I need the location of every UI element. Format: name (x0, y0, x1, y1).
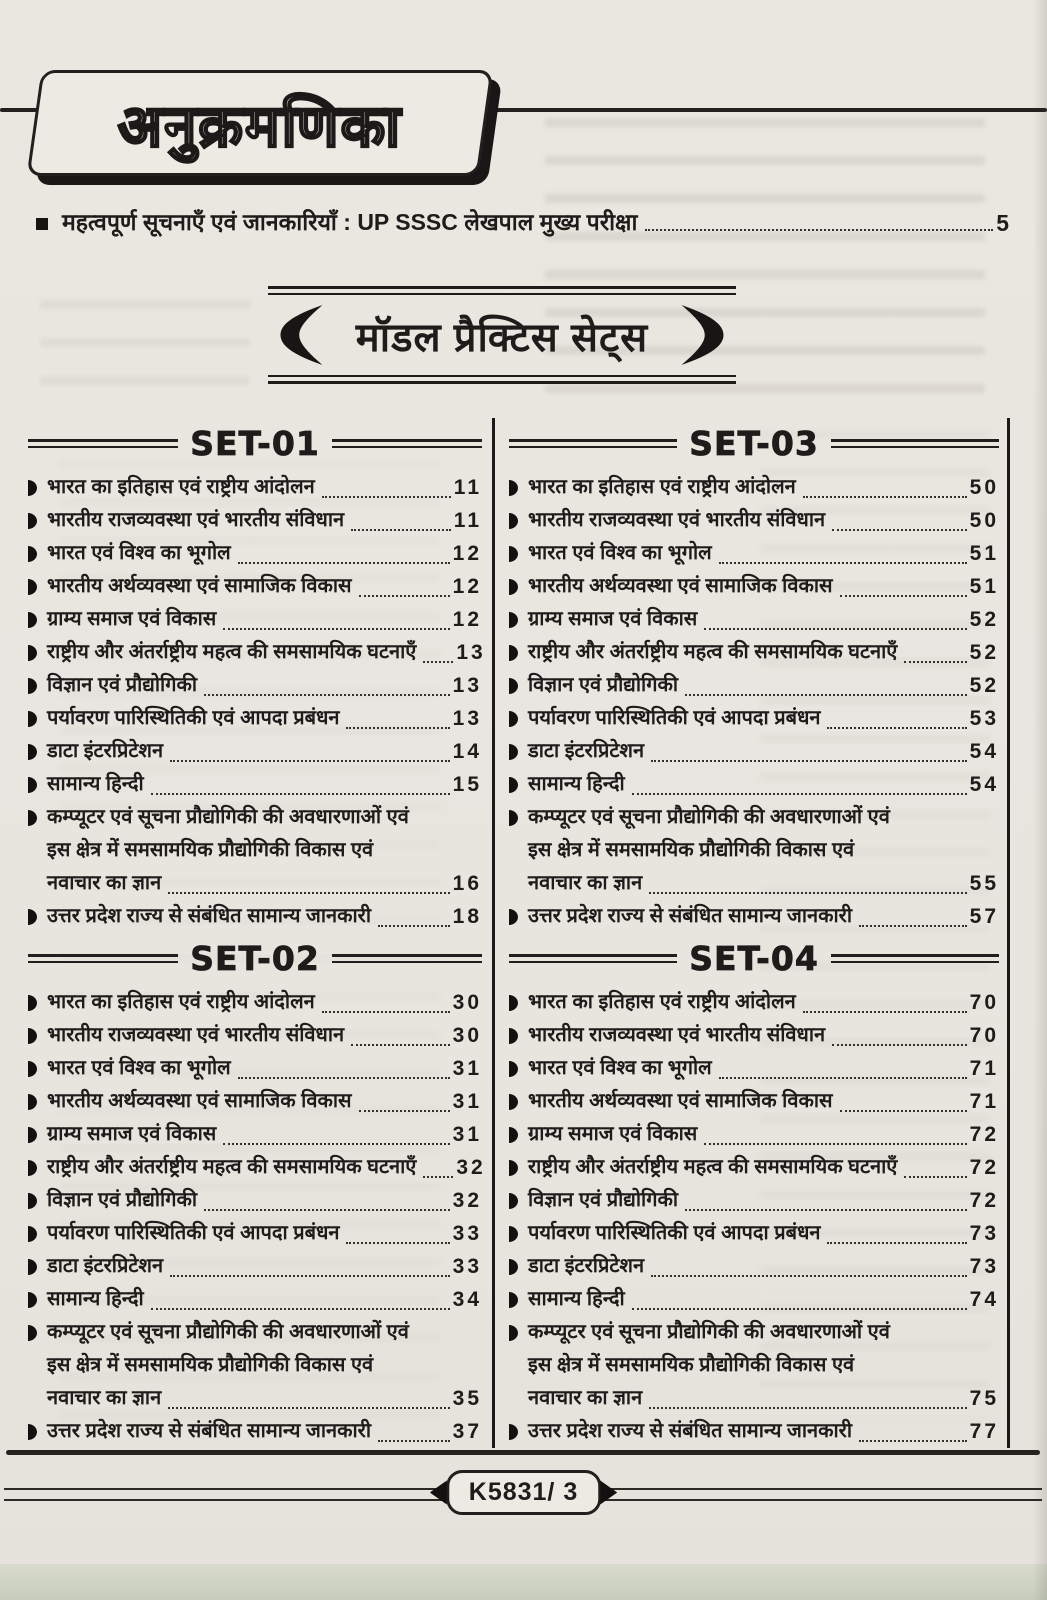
toc-item (509, 570, 999, 603)
toc-item-label: राष्ट्रीय और अंतर्राष्ट्रीय महत्व की समसामयिक घटनाएँ (47, 641, 417, 663)
left-crescent-icon (276, 303, 324, 367)
toc-item (509, 471, 999, 504)
toc-item (509, 1085, 999, 1118)
heading-flank-line (831, 439, 999, 448)
page-number: 30 (452, 1024, 482, 1047)
half-circle-bullet-icon (28, 1325, 37, 1341)
half-circle-bullet-icon (509, 1325, 518, 1341)
page-number: 74 (969, 1288, 999, 1311)
page-title: अनुक्रमणिका (117, 93, 403, 159)
page-number: 35 (452, 1387, 482, 1410)
toc-item-label: भारतीय अर्थव्यवस्था एवं सामाजिक विकास (528, 575, 833, 597)
toc-item-label: इस क्षेत्र में समसामयिक प्रौद्योगिकी विकास एवं (47, 839, 374, 861)
half-circle-bullet-icon (28, 1193, 37, 1209)
dot-leader (151, 1308, 450, 1310)
half-circle-bullet-icon (509, 711, 518, 727)
toc-item-label: भारतीय अर्थव्यवस्था एवं सामाजिक विकास (47, 575, 352, 597)
toc-item-label: डाटा इंटरप्रिटेशन (47, 1255, 164, 1277)
page-number: 31 (452, 1123, 482, 1146)
set-title: SET-01 (190, 424, 320, 463)
toc-item (28, 1019, 482, 1052)
toc-item-label: भारतीय अर्थव्यवस्था एवं सामाजिक विकास (528, 1090, 833, 1112)
page-number: 50 (969, 509, 999, 532)
page-number: 55 (969, 872, 999, 895)
toc-item (509, 801, 999, 834)
page-number: 31 (452, 1057, 482, 1080)
page-number: 34 (452, 1288, 482, 1311)
scan-right-edge-shadow (1033, 0, 1047, 1600)
page-number: 53 (969, 707, 999, 730)
toc-item-label: भारतीय राजव्यवस्था एवं भारतीय संविधान (528, 1024, 826, 1046)
dot-leader (827, 727, 966, 729)
dot-leader (649, 892, 966, 894)
toc-item-label: विज्ञान एवं प्रौद्योगिकी (528, 1189, 679, 1211)
toc-item (28, 1415, 482, 1448)
right-pointer-icon (600, 1480, 617, 1506)
page-number: 70 (969, 1024, 999, 1047)
toc-item (28, 1349, 482, 1382)
bleed-through-smudge (40, 300, 250, 400)
dot-leader (322, 496, 451, 498)
page-number: 52 (969, 608, 999, 631)
page-number: 54 (969, 740, 999, 763)
half-circle-bullet-icon (28, 513, 37, 529)
page-number: 52 (969, 674, 999, 697)
page-number: 14 (452, 740, 482, 763)
page-number: 31 (452, 1090, 482, 1113)
dot-leader (168, 1407, 449, 1409)
toc-item-label: भारतीय राजव्यवस्था एवं भारतीय संविधान (47, 1024, 345, 1046)
dot-leader (322, 1011, 450, 1013)
toc-item-label: भारत का इतिहास एवं राष्ट्रीय आंदोलन (528, 476, 796, 498)
page-number: 12 (452, 575, 482, 598)
page-number: 30 (452, 991, 482, 1014)
page-number: 12 (452, 542, 482, 565)
toc-item (28, 900, 482, 933)
footer-rule-thick (6, 1450, 1040, 1455)
half-circle-bullet-icon (509, 546, 518, 562)
set-heading (509, 939, 999, 978)
toc-item (28, 1085, 482, 1118)
half-circle-bullet-icon (509, 995, 518, 1011)
toc-item-label: ग्राम्य समाज एवं विकास (47, 608, 217, 630)
toc-item (28, 636, 486, 669)
half-circle-bullet-icon (509, 645, 518, 661)
dot-leader (904, 1176, 966, 1178)
half-circle-bullet-icon (28, 1424, 37, 1440)
half-circle-bullet-icon (28, 1127, 37, 1143)
toc-item-label: भारत का इतिहास एवं राष्ट्रीय आंदोलन (47, 476, 315, 498)
page-number: 73 (969, 1255, 999, 1278)
set-section-1 (28, 418, 486, 933)
toc-item (509, 669, 999, 702)
toc-item-label: डाटा इंटरप्रिटेशन (528, 1255, 645, 1277)
toc-item (28, 471, 482, 504)
toc-item-label: राष्ट्रीय और अंतर्राष्ट्रीय महत्व की समसामयिक घटनाएँ (528, 641, 898, 663)
toc-item-label: कम्प्यूटर एवं सूचना प्रौद्योगिकी की अवधारणाओं एवं (528, 806, 890, 828)
page-banner (27, 70, 494, 176)
dot-leader (685, 1209, 967, 1211)
toc-item-label: नवाचार का ज्ञान (528, 872, 643, 894)
page-number: 70 (969, 991, 999, 1014)
dot-leader (168, 892, 449, 894)
set-title: SET-04 (689, 939, 819, 978)
dot-leader (719, 1077, 967, 1079)
dot-leader (423, 1176, 453, 1178)
toc-item (28, 834, 482, 867)
dot-leader (204, 694, 450, 696)
page-number: 72 (969, 1156, 999, 1179)
toc-item (28, 801, 482, 834)
dot-leader (685, 694, 967, 696)
half-circle-bullet-icon (28, 678, 37, 694)
half-circle-bullet-icon (509, 513, 518, 529)
page-number: 11 (453, 476, 482, 499)
toc-item-label: ग्राम्य समाज एवं विकास (528, 608, 698, 630)
half-circle-bullet-icon (28, 995, 37, 1011)
toc-item-label: उत्तर प्रदेश राज्य से संबंधित सामान्य जानकारी (528, 905, 852, 927)
dot-leader (719, 562, 967, 564)
toc-item (509, 702, 999, 735)
toc-item-label: नवाचार का ज्ञान (528, 1387, 643, 1409)
toc-item (28, 1184, 482, 1217)
page-number: 32 (456, 1156, 486, 1179)
toc-item-label: भारतीय अर्थव्यवस्था एवं सामाजिक विकास (47, 1090, 352, 1112)
left-pointer-icon (430, 1480, 447, 1506)
toc-item (509, 1217, 999, 1250)
page-number: 72 (969, 1189, 999, 1212)
toc-item-label: नवाचार का ज्ञान (47, 872, 162, 894)
toc-item (28, 1382, 482, 1415)
half-circle-bullet-icon (28, 579, 37, 595)
square-bullet-icon (36, 218, 48, 230)
half-circle-bullet-icon (28, 645, 37, 661)
page-number: 16 (452, 872, 482, 895)
set-section-3 (509, 418, 999, 933)
toc-item (509, 1052, 999, 1085)
page-number: 51 (969, 542, 999, 565)
toc-item (509, 537, 999, 570)
section-banner (268, 286, 736, 384)
half-circle-bullet-icon (509, 1094, 518, 1110)
dot-leader (704, 1143, 966, 1145)
half-circle-bullet-icon (28, 744, 37, 760)
page-number: 57 (969, 905, 999, 928)
page-number: 18 (452, 905, 482, 928)
dot-leader (632, 793, 967, 795)
set-title: SET-03 (689, 424, 819, 463)
toc-columns (28, 418, 1010, 1448)
page-number: 33 (452, 1255, 482, 1278)
dot-leader (832, 1044, 967, 1046)
toc-item (509, 1382, 999, 1415)
dot-leader (170, 1275, 450, 1277)
toc-item-label: भारत एवं विश्व का भूगोल (47, 1057, 231, 1079)
page-number: 11 (453, 509, 482, 532)
toc-item-label: भारत का इतिहास एवं राष्ट्रीय आंदोलन (47, 991, 315, 1013)
toc-item (509, 1283, 999, 1316)
toc-column-right (495, 418, 1010, 1448)
half-circle-bullet-icon (509, 777, 518, 793)
heading-flank-line (28, 954, 178, 963)
half-circle-bullet-icon (28, 1160, 37, 1176)
page-number: 37 (452, 1420, 482, 1443)
page-number: 54 (969, 773, 999, 796)
dot-leader (223, 1143, 449, 1145)
dot-leader (346, 727, 449, 729)
half-circle-bullet-icon (509, 1028, 518, 1044)
toc-item (509, 636, 999, 669)
toc-item (509, 1349, 999, 1382)
toc-item-label: राष्ट्रीय और अंतर्राष्ट्रीय महत्व की समसामयिक घटनाएँ (47, 1156, 417, 1178)
toc-item (28, 1052, 482, 1085)
dot-leader (649, 1407, 966, 1409)
dot-leader (840, 1110, 967, 1112)
dot-leader (351, 1044, 450, 1046)
set-heading (509, 424, 999, 463)
section-title: मॉडल प्रैक्टिस सेट्स (355, 315, 649, 360)
toc-item (509, 1019, 999, 1052)
page-number: 15 (452, 773, 482, 796)
half-circle-bullet-icon (28, 810, 37, 826)
half-circle-bullet-icon (509, 1292, 518, 1308)
half-circle-bullet-icon (28, 1061, 37, 1077)
toc-item-label: पर्यावरण पारिस्थितिकी एवं आपदा प्रबंधन (528, 707, 821, 729)
dot-leader (904, 661, 966, 663)
dot-leader (651, 1275, 967, 1277)
half-circle-bullet-icon (509, 612, 518, 628)
dot-leader (803, 1011, 967, 1013)
set-section-4 (509, 933, 999, 1448)
footer-code-capsule (446, 1470, 601, 1515)
dot-leader (238, 562, 450, 564)
page-number: 50 (969, 476, 999, 499)
half-circle-bullet-icon (509, 1226, 518, 1242)
dot-leader (840, 595, 967, 597)
heading-flank-line (28, 439, 178, 448)
toc-item (509, 1118, 999, 1151)
toc-item-label: पर्यावरण पारिस्थितिकी एवं आपदा प्रबंधन (47, 707, 340, 729)
page-number: 13 (452, 674, 482, 697)
toc-item (28, 768, 482, 801)
dot-leader (832, 529, 967, 531)
toc-item-label: उत्तर प्रदेश राज्य से संबंधित सामान्य जानकारी (47, 1420, 371, 1442)
dot-leader (351, 529, 451, 531)
toc-item-label: विज्ञान एवं प्रौद्योगिकी (47, 1189, 198, 1211)
page-number: 5 (996, 210, 1012, 236)
heading-flank-line (332, 439, 482, 448)
toc-item (28, 1316, 482, 1349)
page-number: 71 (969, 1090, 999, 1113)
toc-item (509, 986, 999, 1019)
section-banner-inner (268, 293, 736, 377)
heading-flank-line (509, 954, 677, 963)
half-circle-bullet-icon (509, 1160, 518, 1176)
toc-item (509, 504, 999, 537)
heading-flank-line (332, 954, 482, 963)
page-number: 75 (969, 1387, 999, 1410)
toc-item (28, 504, 482, 537)
page-number: 73 (969, 1222, 999, 1245)
half-circle-bullet-icon (28, 909, 37, 925)
toc-item-label: भारतीय राजव्यवस्था एवं भारतीय संविधान (528, 509, 826, 531)
half-circle-bullet-icon (509, 579, 518, 595)
toc-item (28, 603, 482, 636)
half-circle-bullet-icon (509, 1127, 518, 1143)
toc-item-label: कम्प्यूटर एवं सूचना प्रौद्योगिकी की अवधारणाओं एवं (528, 1321, 890, 1343)
dot-leader (378, 1440, 450, 1442)
right-crescent-icon (680, 303, 728, 367)
half-circle-bullet-icon (509, 1259, 518, 1275)
toc-column-left (28, 418, 492, 1448)
toc-item-label: भारत का इतिहास एवं राष्ट्रीय आंदोलन (528, 991, 796, 1013)
scan-bottom-strip (0, 1564, 1047, 1600)
dot-leader (704, 628, 966, 630)
dot-leader (827, 1242, 966, 1244)
page-number: 51 (969, 575, 999, 598)
page-number: 52 (969, 641, 999, 664)
dot-leader (170, 760, 450, 762)
page-number: 13 (452, 707, 482, 730)
dot-leader (204, 1209, 450, 1211)
set-title: SET-02 (190, 939, 320, 978)
toc-item-label: उत्तर प्रदेश राज्य से संबंधित सामान्य जानकारी (528, 1420, 852, 1442)
set-heading (28, 424, 482, 463)
half-circle-bullet-icon (28, 1226, 37, 1242)
dot-leader (238, 1077, 450, 1079)
half-circle-bullet-icon (28, 777, 37, 793)
set-heading (28, 939, 482, 978)
dot-leader (151, 793, 450, 795)
half-circle-bullet-icon (509, 1193, 518, 1209)
dot-leader (346, 1242, 449, 1244)
toc-item (28, 1118, 482, 1151)
dot-leader (378, 925, 450, 927)
toc-item (28, 1250, 482, 1283)
dot-leader (359, 1110, 450, 1112)
toc-item (509, 1151, 999, 1184)
dot-leader (645, 229, 994, 231)
toc-item (509, 1250, 999, 1283)
half-circle-bullet-icon (28, 1259, 37, 1275)
toc-item-label: नवाचार का ज्ञान (47, 1387, 162, 1409)
half-circle-bullet-icon (28, 1094, 37, 1110)
toc-item (28, 986, 482, 1019)
toc-item (509, 603, 999, 636)
half-circle-bullet-icon (509, 1424, 518, 1440)
dot-leader (632, 1308, 967, 1310)
toc-item (28, 1217, 482, 1250)
half-circle-bullet-icon (28, 612, 37, 628)
half-circle-bullet-icon (28, 546, 37, 562)
dot-leader (859, 925, 967, 927)
toc-item-label: सामान्य हिन्दी (47, 773, 144, 795)
toc-entry-label: महत्वपूर्ण सूचनाएँ एवं जानकारियाँ : UP SSSC लेखपाल मुख्य परीक्षा (62, 209, 638, 235)
toc-item-label: सामान्य हिन्दी (528, 1288, 625, 1310)
toc-item-label: विज्ञान एवं प्रौद्योगिकी (47, 674, 198, 696)
set-section-2 (28, 933, 486, 1448)
half-circle-bullet-icon (28, 480, 37, 496)
page-number: 71 (969, 1057, 999, 1080)
heading-flank-line (509, 439, 677, 448)
page-number: 32 (452, 1189, 482, 1212)
toc-item-label: ग्राम्य समाज एवं विकास (47, 1123, 217, 1145)
toc-item-label: सामान्य हिन्दी (47, 1288, 144, 1310)
half-circle-bullet-icon (509, 480, 518, 496)
toc-item (28, 570, 482, 603)
page-number: 72 (969, 1123, 999, 1146)
toc-item (28, 669, 482, 702)
toc-item (509, 1415, 999, 1448)
toc-item-label: उत्तर प्रदेश राज्य से संबंधित सामान्य जानकारी (47, 905, 371, 927)
dot-leader (803, 496, 967, 498)
toc-entry-intro (34, 205, 1012, 237)
toc-item-label: विज्ञान एवं प्रौद्योगिकी (528, 674, 679, 696)
dot-leader (223, 628, 449, 630)
half-circle-bullet-icon (509, 744, 518, 760)
toc-item (28, 537, 482, 570)
toc-item (509, 1184, 999, 1217)
footer-code: K5831/ 3 (468, 1478, 579, 1506)
half-circle-bullet-icon (28, 711, 37, 727)
half-circle-bullet-icon (509, 678, 518, 694)
toc-item (509, 834, 999, 867)
dot-leader (423, 661, 453, 663)
toc-item-label: इस क्षेत्र में समसामयिक प्रौद्योगिकी विकास एवं (528, 1354, 855, 1376)
heading-flank-line (831, 954, 999, 963)
toc-item-label: डाटा इंटरप्रिटेशन (528, 740, 645, 762)
toc-item (28, 867, 482, 900)
toc-item-label: पर्यावरण पारिस्थितिकी एवं आपदा प्रबंधन (528, 1222, 821, 1244)
page-number: 77 (969, 1420, 999, 1443)
toc-item-label: भारत एवं विश्व का भूगोल (528, 542, 712, 564)
toc-item-label: कम्प्यूटर एवं सूचना प्रौद्योगिकी की अवधारणाओं एवं (47, 806, 409, 828)
dot-leader (359, 595, 450, 597)
page-number: 13 (456, 641, 486, 664)
toc-item (28, 702, 482, 735)
half-circle-bullet-icon (28, 1292, 37, 1308)
page-number: 33 (452, 1222, 482, 1245)
toc-item (28, 1151, 486, 1184)
toc-item-label: कम्प्यूटर एवं सूचना प्रौद्योगिकी की अवधारणाओं एवं (47, 1321, 409, 1343)
page-number: 12 (452, 608, 482, 631)
toc-item-label: भारत एवं विश्व का भूगोल (47, 542, 231, 564)
toc-item (509, 1316, 999, 1349)
toc-item (509, 900, 999, 933)
toc-item-label: राष्ट्रीय और अंतर्राष्ट्रीय महत्व की समसामयिक घटनाएँ (528, 1156, 898, 1178)
dot-leader (651, 760, 967, 762)
toc-item-label: डाटा इंटरप्रिटेशन (47, 740, 164, 762)
toc-item-label: इस क्षेत्र में समसामयिक प्रौद्योगिकी विकास एवं (528, 839, 855, 861)
toc-item (509, 867, 999, 900)
toc-item-label: पर्यावरण पारिस्थितिकी एवं आपदा प्रबंधन (47, 1222, 340, 1244)
toc-item-label: सामान्य हिन्दी (528, 773, 625, 795)
half-circle-bullet-icon (509, 909, 518, 925)
toc-item (28, 735, 482, 768)
toc-item-label: इस क्षेत्र में समसामयिक प्रौद्योगिकी विकास एवं (47, 1354, 374, 1376)
dot-leader (859, 1440, 967, 1442)
toc-item (28, 1283, 482, 1316)
half-circle-bullet-icon (509, 1061, 518, 1077)
half-circle-bullet-icon (28, 1028, 37, 1044)
toc-item-label: भारतीय राजव्यवस्था एवं भारतीय संविधान (47, 509, 345, 531)
toc-item-label: भारत एवं विश्व का भूगोल (528, 1057, 712, 1079)
toc-item-label: ग्राम्य समाज एवं विकास (528, 1123, 698, 1145)
half-circle-bullet-icon (509, 810, 518, 826)
toc-item (509, 768, 999, 801)
toc-item (509, 735, 999, 768)
